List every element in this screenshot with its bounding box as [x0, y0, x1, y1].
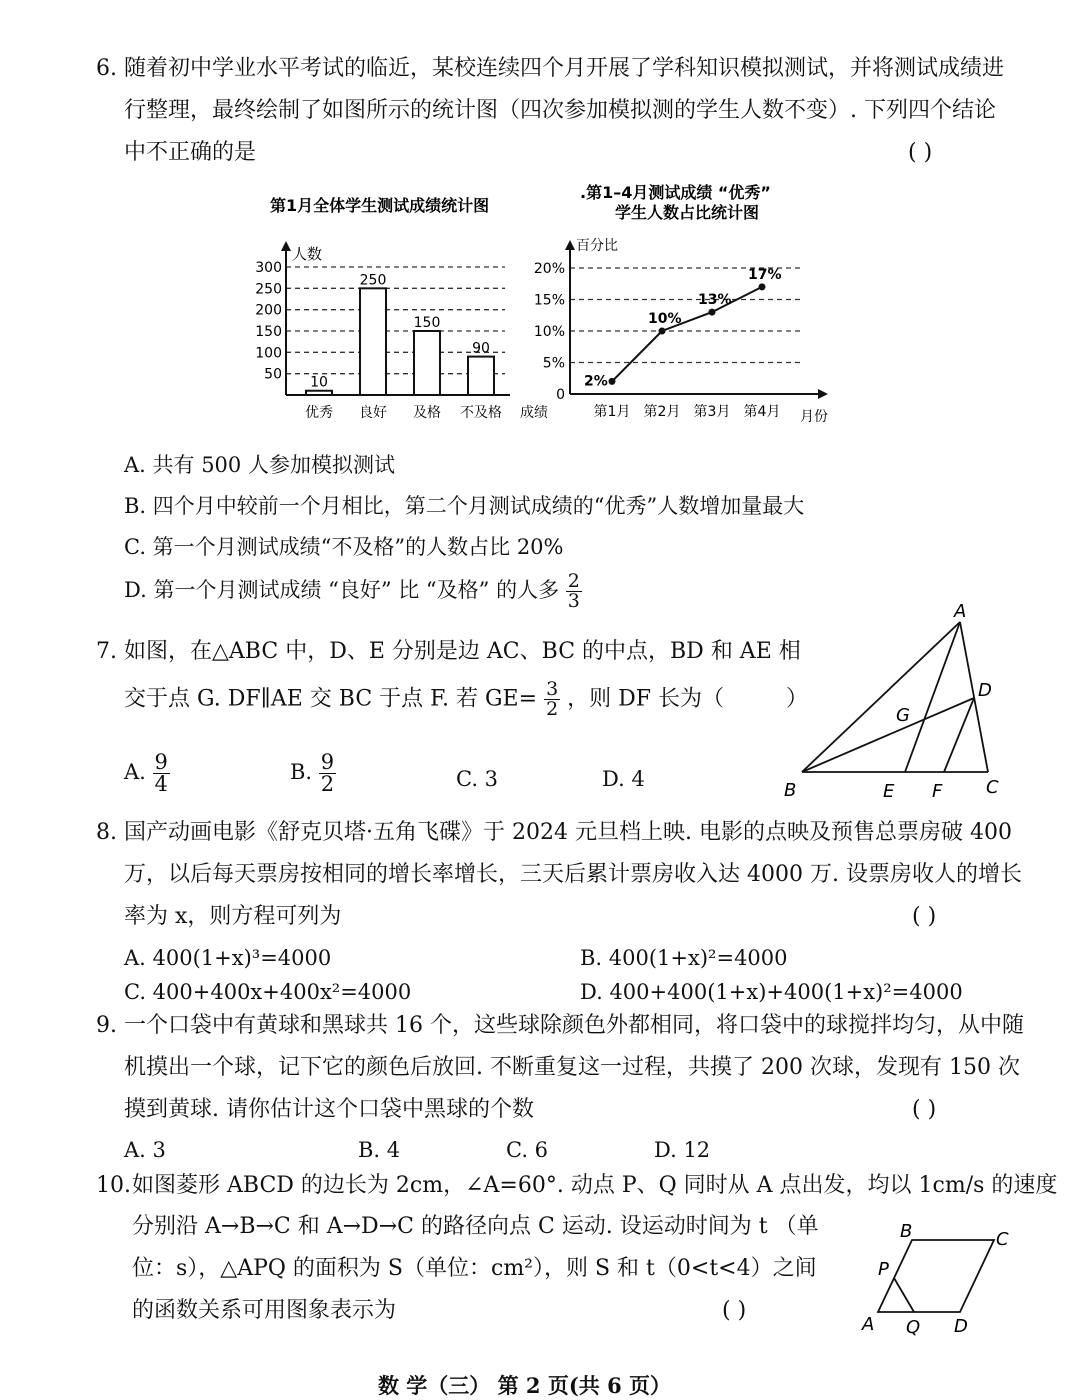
line-value-label: 2%: [584, 373, 608, 390]
q10-number: 10.: [96, 1173, 131, 1198]
q7-triangle-figure: [770, 600, 1030, 805]
bar-value-label: 10: [310, 374, 328, 391]
q9-option-c[interactable]: C. 6: [506, 1138, 549, 1162]
q7-option-b-num: 9: [320, 750, 335, 774]
bar-ytick-label: 50: [264, 366, 282, 383]
line-point-0: [609, 378, 616, 385]
point-a-label: A: [954, 601, 967, 622]
bar-chart-xlabel: 成绩: [520, 405, 548, 421]
bar-ytick-label: 150: [255, 324, 282, 340]
point-f-label: F: [932, 781, 943, 802]
q10-rhombus-figure: [850, 1215, 1030, 1340]
line-ytick-label: 0: [556, 387, 565, 403]
q6-option-d-fraction: [566, 572, 582, 611]
line-series: [612, 287, 762, 382]
bar-3: [468, 357, 494, 395]
rhombus-point-d: D: [954, 1316, 968, 1337]
segment-ae: [905, 622, 960, 772]
bar-value-label: 250: [359, 272, 387, 289]
q6-option-d[interactable]: [124, 572, 582, 611]
q8-option-b[interactable]: B. 400(1+x)²=4000: [580, 946, 788, 970]
line-chart-title-2: 学生人数占比统计图: [615, 203, 760, 222]
q7-line2-b: ，则 DF 长为（: [567, 686, 725, 712]
q6-line1: 随着初中学业水平考试的临近，某校连续四个月开展了学科知识模拟测试，并将测试成绩进: [124, 56, 1005, 81]
point-d-label: D: [978, 680, 992, 701]
q7-option-a-den: 4: [154, 772, 168, 796]
q9-line1: 一个口袋中有黄球和黑球共 16 个，这些球除颜色外都相同，将口袋中的球搅拌均匀，从中随: [124, 1013, 1024, 1038]
q9-line2: 机摸出一个球，记下它的颜色后放回. 不断重复这一过程，共摸了 200 次球，发现有 150 次: [124, 1055, 1020, 1080]
line-point-1: [659, 328, 666, 335]
line-chart-xlabel: 月份: [800, 409, 828, 425]
q8-number: 8.: [96, 820, 117, 845]
q7-line1: 如图，在△ABC 中，D、E 分别是边 AC、BC 的中点，BD 和 AE 相: [124, 639, 801, 664]
q7-option-b[interactable]: [290, 752, 336, 795]
rhombus-point-b: B: [900, 1221, 913, 1242]
line-point-2: [709, 309, 716, 316]
line-value-label: 10%: [648, 311, 682, 327]
q10-line3: 位：s），△APQ 的面积为 S（单位：cm²），则 S 和 t（0<t<4）之间: [132, 1256, 817, 1281]
bar-2: [414, 331, 440, 395]
point-c-label: C: [986, 777, 999, 798]
q8-line3: 率为 x，则方程可列为: [124, 904, 342, 929]
q7-option-a-num: 9: [154, 750, 168, 774]
bar-chart-y-arrow: [281, 241, 291, 251]
bar-ytick-label: 300: [255, 260, 282, 276]
bar-value-label: 90: [472, 340, 490, 357]
line-chart-x-arrow: [818, 389, 828, 399]
q7-number: 7.: [96, 639, 117, 664]
q7-option-b-fraction: [319, 752, 336, 795]
bar-0: [306, 391, 332, 395]
line-chart-ylabel: 百分比: [576, 238, 618, 254]
line-category-label: 第4月: [743, 404, 781, 420]
q9-option-d[interactable]: D. 12: [654, 1138, 711, 1162]
line-chart-y-arrow: [565, 240, 575, 250]
line-ytick-label: 15%: [533, 292, 565, 309]
q7-line2: [124, 680, 808, 719]
q6-option-d-text: D. 第一个月测试成绩 “良好” 比 “及格” 的人多: [124, 578, 560, 602]
q9-option-a[interactable]: A. 3: [124, 1138, 166, 1162]
bar-category-label: 及格: [413, 405, 441, 421]
q9-option-b[interactable]: B. 4: [358, 1138, 401, 1162]
q6-option-c[interactable]: C. 第一个月测试成绩“不及格”的人数占比 20%: [124, 535, 564, 559]
bar-chart-title: 第1月全体学生测试成绩统计图: [270, 196, 490, 215]
q9-number: 9.: [96, 1013, 117, 1038]
bar-1: [360, 288, 386, 395]
rhombus-point-p: P: [878, 1259, 889, 1280]
bar-category-label: 优秀: [305, 405, 333, 421]
line-point-3: [759, 283, 766, 290]
q8-line2: 万，以后每天票房按相同的增长率增长，三天后累计票房收入达 4000 万. 设票房收人的增长: [124, 862, 1022, 887]
q6-option-a[interactable]: A. 共有 500 人参加模拟测试: [124, 453, 395, 477]
q6-option-d-numerator: 2: [567, 570, 580, 592]
q8-answer-paren: ( ): [912, 904, 937, 929]
bar-ytick-label: 100: [255, 345, 282, 362]
chart-excellent-ratio-line: [533, 178, 850, 433]
segment-ab: [802, 622, 960, 772]
q10-line4: 的函数关系可用图象表示为: [132, 1298, 397, 1323]
rhombus-point-a: A: [862, 1314, 875, 1335]
q6-line2: 行整理，最终绘制了如图所示的统计图（四次参加模拟测的学生人数不变）. 下列四个结论: [124, 98, 996, 123]
q7-option-a-label: A.: [124, 760, 146, 784]
page-footer: 数 学（三） 第 2 页(共 6 页）: [378, 1373, 672, 1398]
q6-option-d-denominator: 3: [567, 590, 580, 612]
q7-option-c[interactable]: C. 3: [456, 767, 499, 791]
q6-line3: 中不正确的是: [124, 140, 257, 165]
q9-line3: 摸到黄球. 请你估计这个口袋中黑球的个数: [124, 1097, 534, 1122]
q8-option-c[interactable]: C. 400+400x+400x²=4000: [124, 980, 412, 1004]
q7-option-a[interactable]: [124, 752, 170, 795]
rhombus-abcd: [878, 1240, 994, 1312]
chart-month1-bar: [250, 185, 560, 430]
point-b-label: B: [784, 780, 797, 801]
q7-option-b-den: 2: [320, 772, 335, 796]
q7-line2-a: 交于点 G. DF∥AE 交 BC 于点 F. 若 GE=: [124, 686, 538, 712]
q10-answer-paren: ( ): [722, 1298, 747, 1323]
q8-option-d[interactable]: D. 400+400(1+x)+400(1+x)²=4000: [580, 980, 963, 1004]
line-category-label: 第3月: [693, 404, 731, 420]
q7-option-a-fraction: [153, 752, 170, 795]
bar-ytick-label: 200: [255, 302, 282, 319]
q10-line2: 分别沿 A→B→C 和 A→D→C 的路径向点 C 运动. 设运动时间为 t （单: [132, 1214, 819, 1239]
line-category-label: 第2月: [643, 404, 681, 420]
line-value-label: 13%: [698, 292, 732, 309]
q8-line1: 国产动画电影《舒克贝塔·五角飞碟》于 2024 元旦档上映. 电影的点映及预售总票房破 400: [124, 820, 1012, 845]
point-e-label: E: [883, 781, 895, 802]
q6-number: 6.: [96, 56, 117, 81]
bar-category-label: 良好: [359, 405, 387, 421]
q7-option-d[interactable]: D. 4: [602, 767, 645, 791]
line-ytick-label: 5%: [542, 355, 565, 372]
line-ytick-label: 20%: [533, 261, 565, 277]
point-g-label: G: [896, 705, 910, 726]
q9-answer-paren: ( ): [912, 1097, 937, 1122]
bar-ytick-label: 250: [255, 281, 282, 298]
q7-ge-numerator: 3: [546, 678, 559, 700]
q7-option-b-label: B.: [290, 760, 313, 784]
bar-value-label: 150: [413, 315, 441, 331]
line-value-label: 17%: [748, 266, 782, 283]
segment-pq: [894, 1278, 914, 1312]
q6-answer-paren: ( ): [908, 140, 933, 165]
rhombus-point-c: C: [996, 1229, 1009, 1250]
rhombus-point-q: Q: [906, 1317, 921, 1338]
q6-option-b[interactable]: B. 四个月中较前一个月相比，第二个月测试成绩的“优秀”人数增加量最大: [124, 494, 805, 518]
q7-ge-denominator: 2: [546, 698, 559, 720]
bar-category-label: 不及格: [460, 405, 502, 421]
line-chart-title-1: .第1–4月测试成绩 “优秀”: [580, 183, 771, 202]
q10-line1: 如图菱形 ABCD 的边长为 2cm，∠A=60°. 动点 P、Q 同时从 A 点出发，均以 1cm/s 的速度: [132, 1173, 1058, 1198]
bar-chart-ylabel: 人数: [292, 245, 323, 263]
q7-ge-fraction: [544, 680, 560, 719]
line-category-label: 第1月: [593, 404, 631, 420]
q7-line2-c: ）: [786, 686, 809, 712]
line-ytick-label: 10%: [533, 324, 565, 340]
q8-option-a[interactable]: A. 400(1+x)³=4000: [124, 946, 332, 970]
